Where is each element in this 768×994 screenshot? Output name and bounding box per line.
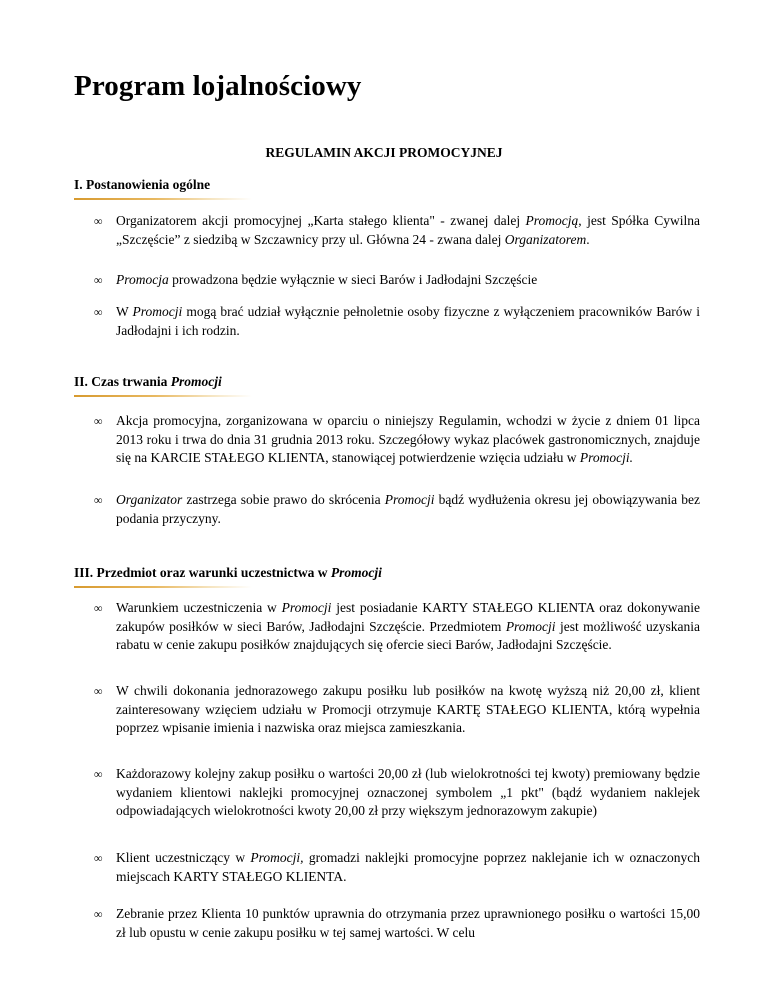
infinity-bullet-icon: ∞: [94, 851, 103, 865]
infinity-bullet-icon: ∞: [94, 214, 103, 228]
page-title: Program lojalnościowy: [74, 70, 362, 102]
section-heading-3: III. Przedmiot oraz warunki uczestnictwa w Promocji: [74, 565, 382, 580]
list-item-text: Organizator zastrzega sobie prawo do skrócenia Promocji bądź wydłużenia okresu jej obowiązywania bez podania przyczyny.: [116, 492, 700, 526]
section-divider-3: [74, 586, 252, 588]
list-item-text: Klient uczestniczący w Promocji, gromadzi naklejki promocyjne poprzez naklejanie ich w oznaczonych miejscach KARTY STAŁEGO KLIENTA.: [116, 850, 700, 884]
list-item-text: Akcja promocyjna, zorganizowana w oparciu o niniejszy Regulamin, wchodzi w życie z dniem 01 lipca 2013 roku i trwa do dnia 31 grudnia 2013 roku. Szczegółowy wykaz placówek gastronomicznych, znajduje się na KARCIE STAŁEGO KLIENTA, stanowiącej potwierdzenie wzięcia udziału w Promocji.: [116, 413, 700, 465]
list-item: [94, 905, 700, 942]
list-item-text: Zebranie przez Klienta 10 punktów uprawnia do otrzymania przez uprawnionego posiłku o wartości 15,00 zł lub opustu w cenie zakupu posiłku w tej samej wartości. W celu: [116, 906, 700, 940]
list-item: [94, 599, 700, 655]
infinity-bullet-icon: ∞: [94, 493, 103, 507]
section-heading-1-text: I. Postanowienia ogólne: [74, 177, 211, 192]
infinity-bullet-icon: ∞: [94, 305, 103, 319]
section-heading-2: II. Czas trwania Promocji: [74, 374, 222, 389]
list-item: [94, 271, 700, 290]
infinity-bullet-icon: ∞: [94, 767, 103, 781]
list-item: [94, 412, 700, 468]
list-item: [94, 849, 700, 886]
list-item: [94, 765, 700, 821]
list-item: [94, 303, 700, 340]
document-subtitle: REGULAMIN AKCJI PROMOCYJNEJ: [265, 145, 503, 160]
section-divider-1: [74, 198, 252, 200]
list-item: [94, 491, 700, 528]
list-item-text: Każdorazowy kolejny zakup posiłku o wartości 20,00 zł (lub wielokrotności tej kwoty) premiowany będzie wydaniem klientowi naklejki promocyjnej oznaczonej symbolem „1 pkt" (bądź wydaniem naklejek odpowiadających wielokrotności kwoty 20,00 zł przy większym jednorazowym zakupie): [116, 766, 700, 818]
infinity-bullet-icon: ∞: [94, 273, 103, 287]
infinity-bullet-icon: ∞: [94, 684, 103, 698]
list-item-text: W Promocji mogą brać udział wyłącznie pełnoletnie osoby fizyczne z wyłączeniem pracowników Barów i Jadłodajni i ich rodzin.: [116, 304, 701, 338]
infinity-bullet-icon: ∞: [94, 907, 103, 921]
infinity-bullet-icon: ∞: [94, 601, 103, 615]
section-divider-2: [74, 395, 252, 397]
infinity-bullet-icon: ∞: [94, 414, 103, 428]
section-heading-1: [74, 177, 210, 193]
list-item-text: W chwili dokonania jednorazowego zakupu posiłku lub posiłków na kwotę wyższą niż 20,00 zł, klient zainteresowany wzięciem udziału w Promocji otrzymuje KARTĘ STAŁEGO KLIENTA, którą wypełnia poprzez wpisanie imienia i nazwiska oraz miejsca zamieszkania.: [116, 683, 700, 735]
list-item-text: Promocja prowadzona będzie wyłącznie w sieci Barów i Jadłodajni Szczęście: [116, 272, 538, 287]
list-item-text: Organizatorem akcji promocyjnej „Karta stałego klienta" - zwanej dalej Promocją, jest Spółka Cywilna „Szczęście” z siedzibą w Szczawnicy przy ul. Główna 24 - zwana dalej Organizatorem.: [116, 213, 700, 247]
list-item: [94, 682, 700, 738]
list-item: [94, 212, 700, 249]
list-item-text: Warunkiem uczestniczenia w Promocji jest posiadanie KARTY STAŁEGO KLIENTA oraz dokonywanie zakupów posiłków w sieci Barów, Jadłodajni Szczęście. Przedmiotem Promocji jest możliwość uzyskania rabatu w cenie zakupu posiłków znajdujących się ofercie sieci Barów, Jadłodajni Szczęście.: [116, 600, 701, 652]
